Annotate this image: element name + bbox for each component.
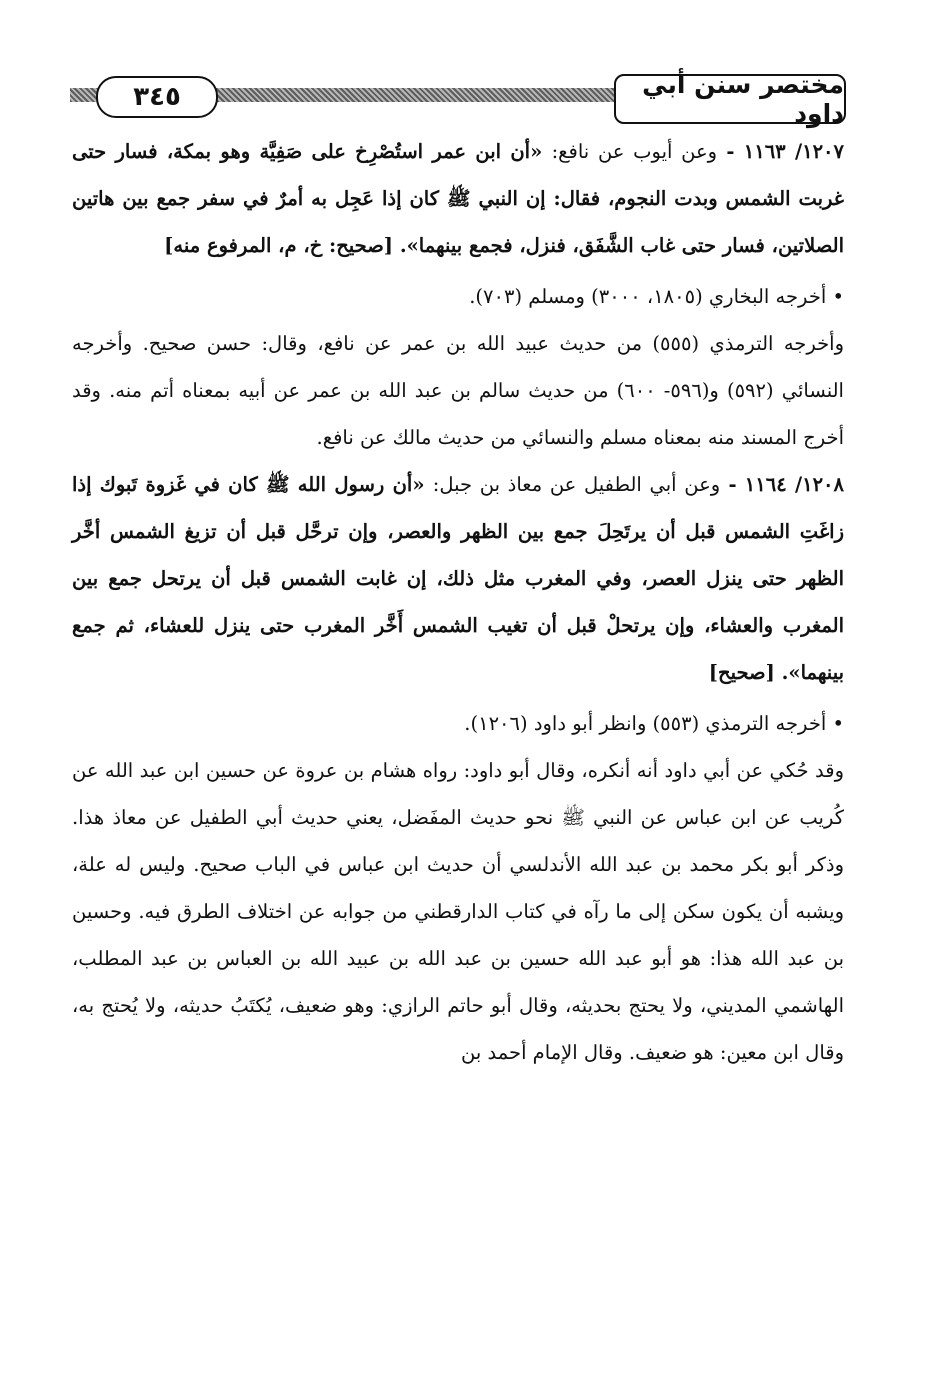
takhrij-bullet: • أخرجه الترمذي (٥٥٣) وانظر أبو داود (١٢٠٦). [464,712,844,735]
takhrij-bullet: • أخرجه البخاري (١٨٠٥، ٣٠٠٠) ومسلم (٧٠٣). [469,285,844,308]
hadith-1207 [72,128,844,269]
page-body [72,128,844,1076]
hadith-text: «أن رسول الله ﷺ كان في غَزوة تَبوك إذا زاغَتِ الشمس قبل أن يرتَحِلَ جمع بين الظهر والعصر، وإن ترحَّل قبل أن تزيغ الشمس أخَّر الظهر حتى ينزل العصر، وفي المغرب مثل ذلك، إن غابت الشمس قبل أن يرتحل جمع بين المغرب والعشاء، وإن يرتحلْ قبل أن تغيب الشمس أَخَّر المغرب حتى ينزل للعشاء، ثم جمع بينهما». [صحيح] [72,473,844,684]
page-header [70,72,846,128]
takhrij-paragraph: وقد حُكي عن أبي داود أنه أنكره، وقال أبو داود: رواه هشام بن عروة عن حسين ابن عبد الله عن كُريب عن ابن عباس عن النبي ﷺ نحو حديث المفَضل، يعني حديث أبي الطفيل عن معاذ هذا. وذكر أبو بكر محمد بن عبد الله الأندلسي أن حديث ابن عباس في الباب صحيح. وليس له علة، ويشبه أن يكون سكن إلى ما رآه في كتاب الدارقطني من جوابه عن اختلاف الطرق فيه. وحسين بن عبد الله هذا: هو أبو عبد الله حسين بن عبد الله بن عبيد الله بن العباس بن عبد المطلب، الهاشمي المديني، ولا يحتج بحديثه، وقال أبو حاتم الرازي: وهو ضعيف، يُكتَبُ حديثه، ولا يُحتج به، وقال ابن معين: هو ضعيف. وقال الإمام أحمد بن [72,759,844,1064]
takhrij-paragraph: وأخرجه الترمذي (٥٥٥) من حديث عبيد الله بن عمر عن نافع، وقال: حسن صحيح. وأخرجه النسائي (٥٩٢) و(٥٩٦- ٦٠٠) من حديث سالم بن عبد الله بن عمر عن أبيه بمعناه أتم منه. وقد أخرج المسند منه بمعناه مسلم والنسائي من حديث مالك عن نافع. [72,332,844,449]
page-number: ٣٤٥ [96,76,218,118]
book-title: مختصر سنن أبي داود [614,74,846,124]
hadith-isnad: وعن أيوب عن نافع: [551,140,718,163]
hadith-number: ١٢٠٨/ ١١٦٤ - [728,473,844,496]
hadith-text: «أن ابن عمر استُصْرِخ على صَفِيَّة وهو بمكة، فسار حتى غربت الشمس وبدت النجوم، فقال: إن النبي ﷺ كان إذا عَجِل به أمرٌ في سفر جمع بين هاتين الصلاتين، فسار حتى غاب الشَّفَق، فنزل، فجمع بينهما». [صحيح: خ، م، المرفوع منه] [72,140,844,257]
hadith-1208 [72,461,844,696]
hadith-isnad: وعن أبي الطفيل عن معاذ بن جبل: [432,473,721,496]
hadith-number: ١٢٠٧/ ١١٦٣ - [726,140,844,163]
